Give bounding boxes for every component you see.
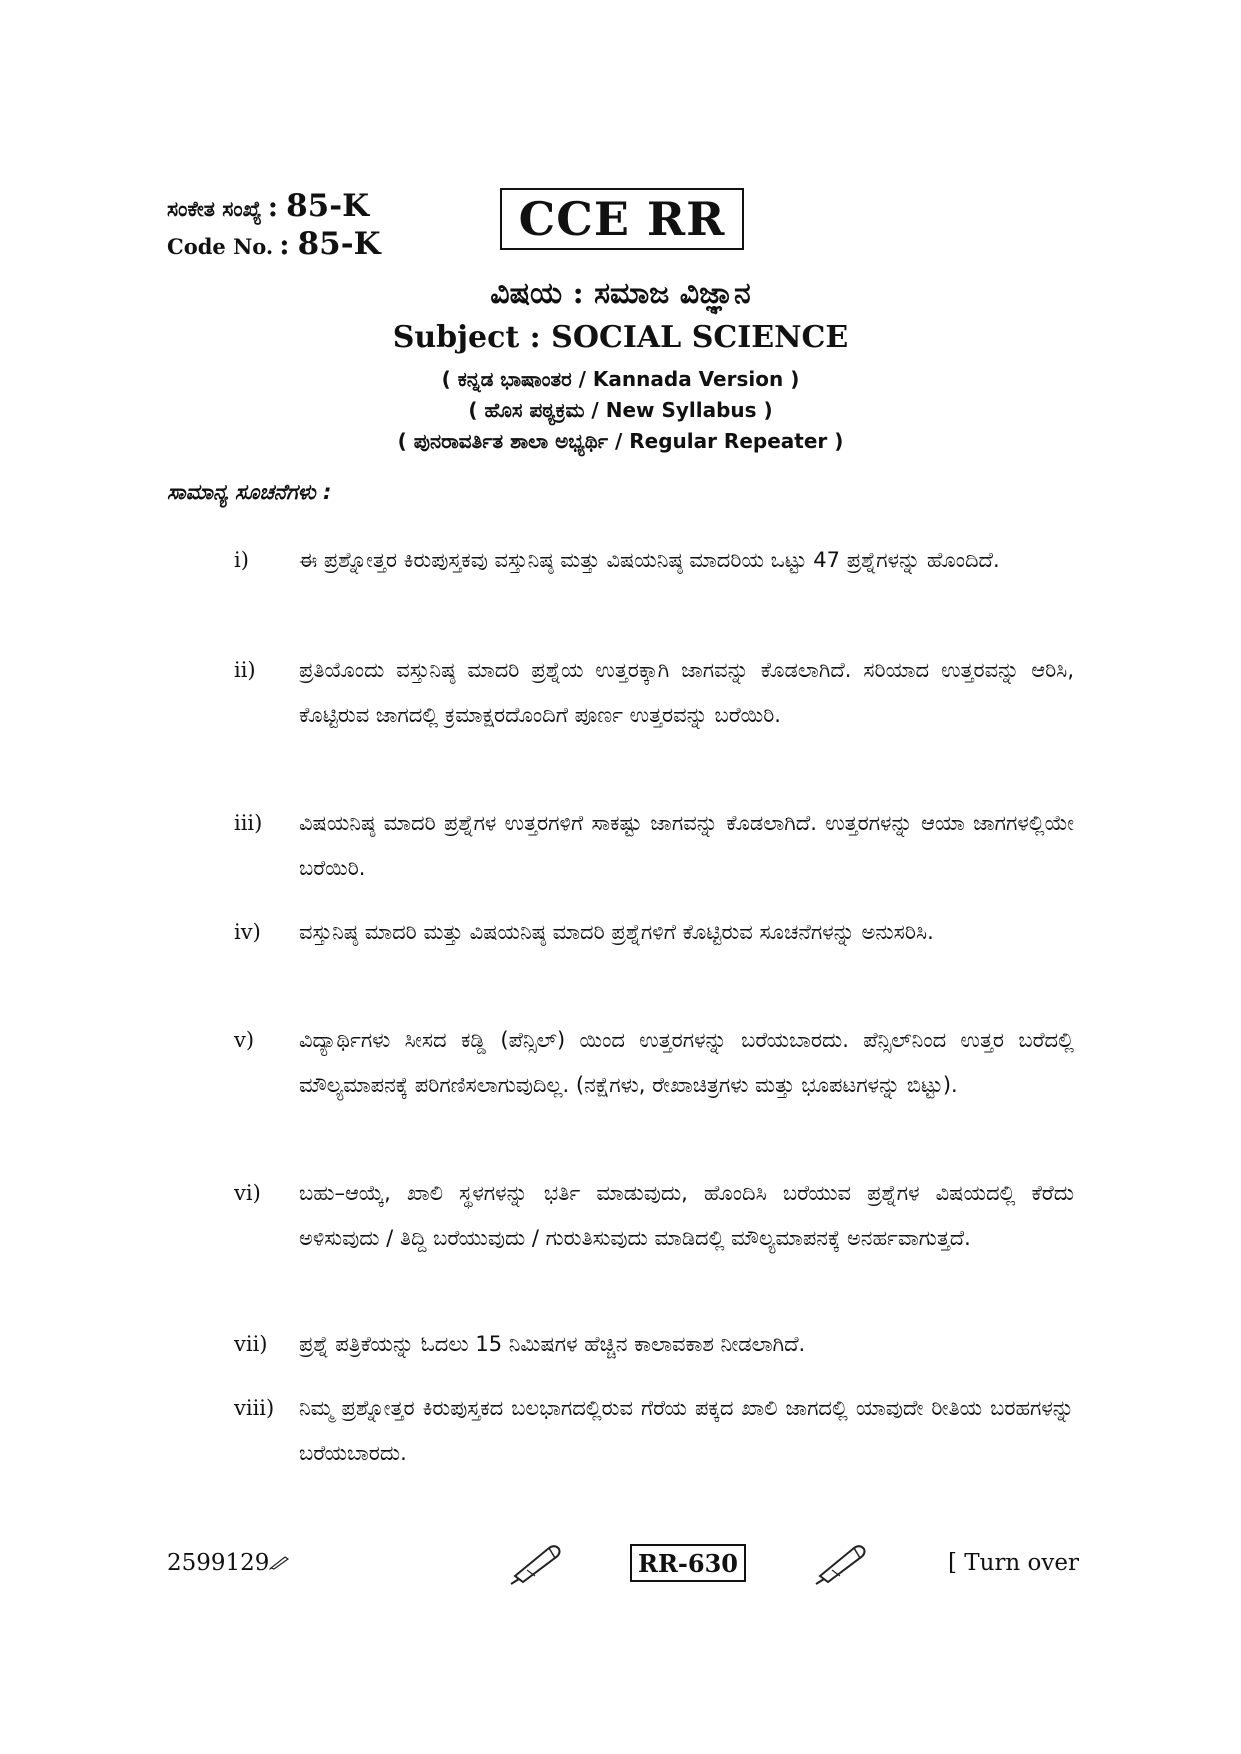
code-label-english: Code No. bbox=[167, 234, 274, 259]
instruction-item bbox=[234, 801, 1074, 891]
instruction-item bbox=[234, 648, 1074, 738]
subject-english: Subject : SOCIAL SCIENCE bbox=[392, 320, 849, 355]
syllabus-line: ( ಹೊಸ ಪಠ್ಯಕ್ರಮ / New Syllabus ) bbox=[468, 398, 773, 422]
code-value-english: 85-K bbox=[297, 226, 381, 262]
instruction-item bbox=[234, 538, 1074, 583]
instruction-number: v) bbox=[234, 1028, 255, 1052]
instruction-text: ಪ್ರಶ್ನೆ ಪತ್ರಿಕೆಯನ್ನು ಓದಲು 15 ನಿಮಿಷಗಳ ಹೆಚ್ಚಿನ ಕಾಲಾವಕಾಶ ನೀಡಲಾಗಿದೆ. bbox=[299, 1332, 806, 1356]
instruction-number: i) bbox=[234, 548, 249, 572]
code-line-kannada bbox=[167, 188, 381, 224]
pen-icon bbox=[505, 1540, 563, 1590]
instruction-text: ವಿದ್ಯಾರ್ಥಿಗಳು ಸೀಸದ ಕಡ್ಡಿ (ಪೆನ್ಸಿಲ್) ಯಿಂದ ಉತ್ತರಗಳನ್ನು ಬರೆಯಬಾರದು. ಪೆನ್ಸಿಲ್‌ನಿಂದ ಉತ್ತರ ಬರೆದಲ್ಲಿ ಮೌಲ್ಯಮಾಪನಕ್ಕೆ ಪರಿಗಣಿಸಲಾಗುವುದಿಲ್ಲ. (ನಕ್ಷೆಗಳು, ರೇಖಾಚಿತ್ರಗಳು ಮತ್ತು ಭೂಪಟಗಳನ್ನು ಬಿಟ್ಟು). bbox=[299, 1028, 1074, 1097]
instruction-text: ವಿಷಯನಿಷ್ಠ ಮಾದರಿ ಪ್ರಶ್ನೆಗಳ ಉತ್ತರಗಳಿಗೆ ಸಾಕಷ್ಟು ಜಾಗವನ್ನು ಕೊಡಲಾಗಿದೆ. ಉತ್ತರಗಳನ್ನು ಆಯಾ ಜಾಗಗಳಲ್ಲಿಯೇ ಬರೆಯಿರಿ. bbox=[299, 811, 1074, 880]
instruction-text: ಬಹು–ಆಯ್ಕೆ, ಖಾಲಿ ಸ್ಥಳಗಳನ್ನು ಭರ್ತಿ ಮಾಡುವುದು, ಹೊಂದಿಸಿ ಬರೆಯುವ ಪ್ರಶ್ನೆಗಳ ವಿಷಯದಲ್ಲಿ ಕೆರೆದು ಅಳಿಸುವುದು / ತಿದ್ದಿ ಬರೆಯುವುದು / ಗುರುತಿಸುವುದು ಮಾಡಿದಲ್ಲಿ ಮೌಲ್ಯಮಾಪನಕ್ಕೆ ಅನರ್ಹವಾಗುತ್ತದೆ. bbox=[299, 1181, 1074, 1250]
instruction-number: iii) bbox=[234, 811, 263, 835]
turn-over-text: [ Turn over bbox=[948, 1550, 1080, 1576]
serial-text: 2599129 bbox=[167, 1550, 270, 1576]
candidate-line: ( ಪುನರಾವರ್ತಿತ ಶಾಲಾ ಅಭ್ಯರ್ಥಿ / Regular Repeater ) bbox=[397, 429, 844, 453]
serial-number bbox=[167, 1550, 291, 1576]
instruction-text: ವಸ್ತುನಿಷ್ಠ ಮಾದರಿ ಮತ್ತು ವಿಷಯನಿಷ್ಠ ಮಾದರಿ ಪ್ರಶ್ನೆಗಳಿಗೆ ಕೊಟ್ಟಿರುವ ಸೂಚನೆಗಳನ್ನು ಅನುಸರಿಸಿ. bbox=[299, 920, 934, 944]
code-colon: : bbox=[267, 190, 279, 223]
exam-type-box: CCE RR bbox=[500, 188, 744, 250]
instruction-item bbox=[234, 1018, 1074, 1108]
code-label-kannada: ಸಂಕೇತ ಸಂಖ್ಯೆ bbox=[167, 196, 262, 221]
code-line-english bbox=[167, 226, 381, 262]
instruction-number: vii) bbox=[234, 1332, 268, 1356]
instruction-number: ii) bbox=[234, 658, 256, 682]
version-line: ( ಕನ್ನಡ ಭಾಷಾಂತರ / Kannada Version ) bbox=[441, 367, 800, 391]
instruction-item bbox=[234, 1322, 1074, 1367]
paper-code-box: RR-630 bbox=[630, 1544, 746, 1582]
instruction-number: iv) bbox=[234, 920, 261, 944]
code-colon: : bbox=[279, 228, 290, 261]
subject-kannada: ವಿಷಯ : ಸಮಾಜ ವಿಜ್ಞಾನ bbox=[490, 276, 751, 311]
instruction-item bbox=[234, 910, 1074, 955]
code-value-kannada: 85-K bbox=[286, 188, 370, 224]
instruction-number: vi) bbox=[234, 1181, 261, 1205]
general-instructions-heading: ಸಾಮಾನ್ಯ ಸೂಚನೆಗಳು : bbox=[167, 480, 332, 504]
pen-icon bbox=[810, 1540, 868, 1590]
code-number-block bbox=[167, 188, 381, 262]
instruction-item bbox=[234, 1171, 1074, 1261]
small-pen-icon bbox=[269, 1550, 291, 1576]
instruction-item bbox=[234, 1386, 1074, 1476]
instruction-text: ಈ ಪ್ರಶ್ನೋತ್ತರ ಕಿರುಪುಸ್ತಕವು ವಸ್ತುನಿಷ್ಠ ಮತ್ತು ವಿಷಯನಿಷ್ಠ ಮಾದರಿಯ ಒಟ್ಟು 47 ಪ್ರಶ್ನೆಗಳನ್ನು ಹೊಂದಿದೆ. bbox=[299, 548, 1000, 572]
instruction-number: viii) bbox=[234, 1396, 275, 1420]
instruction-text: ನಿಮ್ಮ ಪ್ರಶ್ನೋತ್ತರ ಕಿರುಪುಸ್ತಕದ ಬಲಭಾಗದಲ್ಲಿರುವ ಗೆರೆಯ ಪಕ್ಕದ ಖಾಲಿ ಜಾಗದಲ್ಲಿ ಯಾವುದೇ ರೀತಿಯ ಬರಹಗಳನ್ನು ಬರೆಯಬಾರದು. bbox=[299, 1396, 1074, 1465]
instruction-text: ಪ್ರತಿಯೊಂದು ವಸ್ತುನಿಷ್ಠ ಮಾದರಿ ಪ್ರಶ್ನೆಯ ಉತ್ತರಕ್ಕಾಗಿ ಜಾಗವನ್ನು ಕೊಡಲಾಗಿದೆ. ಸರಿಯಾದ ಉತ್ತರವನ್ನು ಆರಿಸಿ, ಕೊಟ್ಟಿರುವ ಜಾಗದಲ್ಲಿ ಕ್ರಮಾಕ್ಷರದೊಂದಿಗೆ ಪೂರ್ಣ ಉತ್ತರವನ್ನು ಬರೆಯಿರಿ. bbox=[299, 658, 1074, 727]
